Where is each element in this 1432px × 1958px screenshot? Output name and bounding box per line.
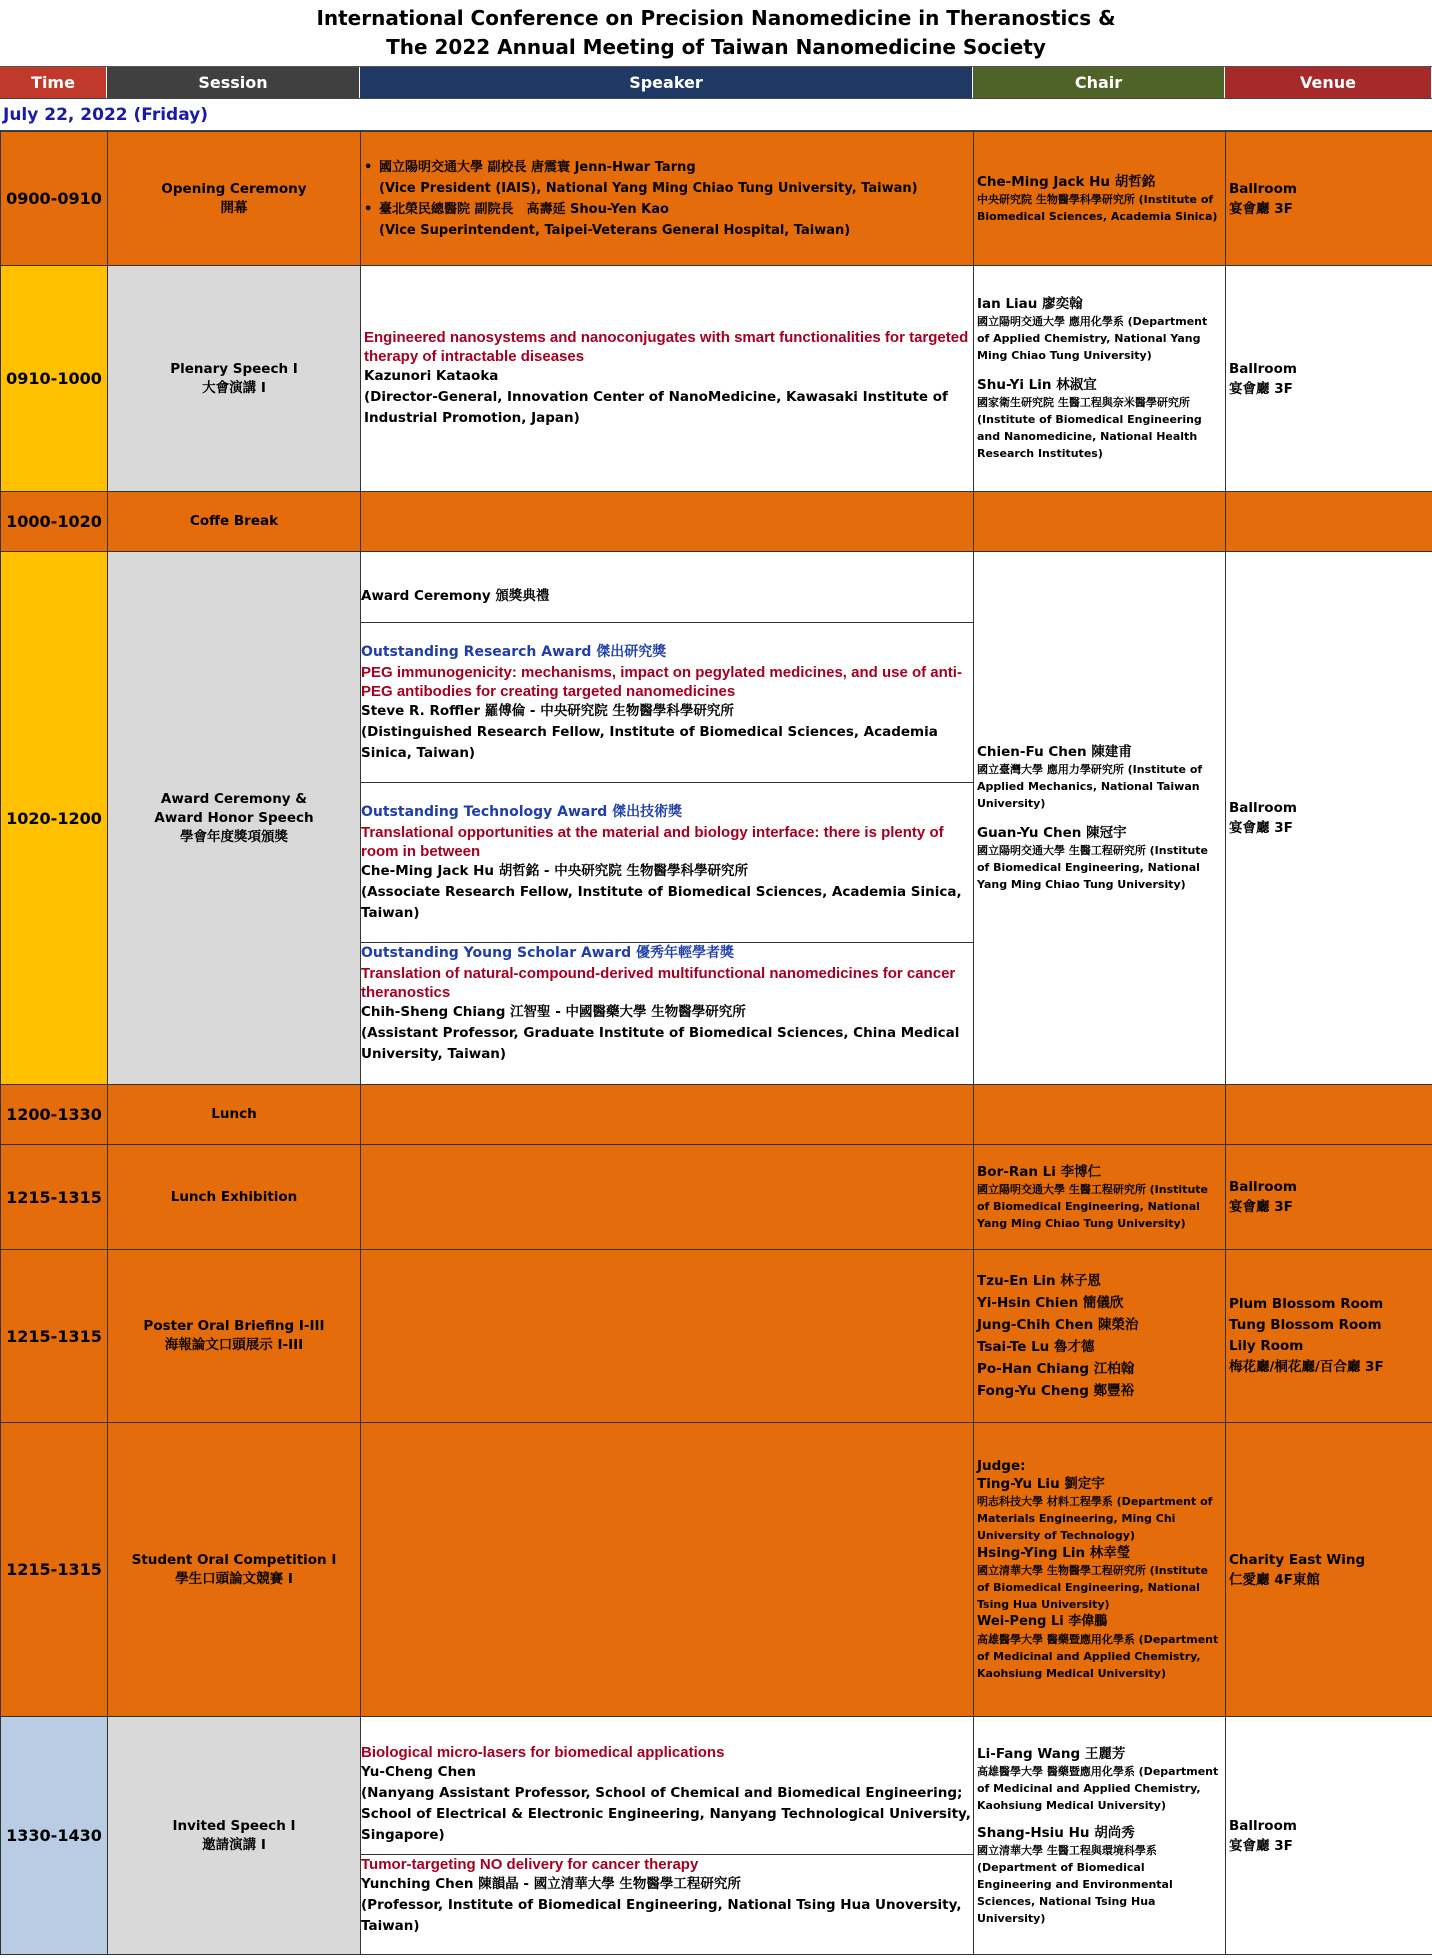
- header-venue: Venue: [1225, 67, 1432, 98]
- speaker-affiliation: (Director-General, Innovation Center of NanoMedicine, Kawasaki Institute of Industrial Promotion, Japan): [364, 389, 948, 426]
- judge-label: Judge:: [977, 1458, 1026, 1474]
- judge-name: Hsing-Ying Lin 林幸瑩: [977, 1545, 1131, 1561]
- row-student-oral: [1, 1423, 1432, 1717]
- chair-cell: [974, 132, 1226, 266]
- session-title: Plenary Speech I: [170, 360, 298, 377]
- session-subtitle: 邀請演講 I: [202, 1836, 266, 1853]
- time-cell: 1215-1315: [1, 1145, 108, 1250]
- speaker-name: Kazunori Kataoka: [364, 368, 499, 384]
- chair-cell: [974, 1145, 1226, 1250]
- judge-name: Wei-Peng Li 李偉鵬: [977, 1614, 1108, 1629]
- time-cell: 0910-1000: [1, 266, 108, 492]
- venue-name: Ballroom: [1229, 360, 1297, 377]
- venue-cell: [1226, 266, 1432, 492]
- session-cell: Lunch: [108, 1085, 361, 1145]
- chair-affiliation: 國立臺灣大學 應用力學研究所 (Institute of Applied Mechanics, National Taiwan University): [977, 763, 1203, 810]
- venue-cell: [1226, 1250, 1432, 1423]
- venue-floor: 宴會廳 3F: [1229, 200, 1293, 217]
- header-chair: Chair: [973, 67, 1225, 98]
- row-coffee-break: [1, 492, 1432, 552]
- title-line-1: International Conference on Precision Nanomedicine in Theranostics &: [316, 6, 1116, 30]
- award-list: [361, 571, 973, 1066]
- chair-cell: [974, 266, 1226, 492]
- talk-title: Engineered nanosystems and nanoconjugates with smart functionalities for targeted therapy of intractable diseases: [364, 329, 969, 365]
- invited-item: [361, 1734, 973, 1854]
- venue-floor: 仁愛廳 4F東館: [1229, 1571, 1320, 1588]
- award-item: [361, 623, 973, 783]
- row-opening: [1, 132, 1432, 266]
- row-invited-speech: [1, 1717, 1432, 1955]
- chair-name: Po-Han Chiang 江柏翰: [977, 1361, 1135, 1377]
- chair-name: Tzu-En Lin 林子恩: [977, 1273, 1101, 1289]
- chair-cell: [974, 1250, 1226, 1423]
- speaker-name: Yunching Chen 陳韻晶 - 國立清華大學 生物醫學工程研究所: [361, 1875, 741, 1892]
- invited-list: [361, 1734, 973, 1937]
- chair-name: Jung-Chih Chen 陳榮治: [977, 1317, 1139, 1333]
- session-cell: [108, 552, 361, 1085]
- session-subtitle: 學生口頭論文競賽 I: [175, 1570, 293, 1587]
- venue-name: Ballroom: [1229, 1179, 1297, 1195]
- title-line-2: The 2022 Annual Meeting of Taiwan Nanomedicine Society: [386, 35, 1046, 59]
- speaker-affiliation: (Vice President (IAIS), National Yang Ming Chiao Tung University, Taiwan): [379, 180, 918, 196]
- award-ceremony-label: Award Ceremony 頒獎典禮: [361, 571, 973, 623]
- speaker-cell: [361, 1423, 974, 1717]
- row-lunch: [1, 1085, 1432, 1145]
- venue-cell: [1226, 1085, 1432, 1145]
- speaker-item: • 國立陽明交通大學 副校長 唐震寰 Jenn-Hwar Tarng: [364, 157, 970, 178]
- venue-cell: [1226, 1717, 1432, 1955]
- session-subtitle: 學會年度獎項頒獎: [180, 828, 288, 845]
- chair-name: Chien-Fu Chen 陳建甫: [977, 744, 1132, 760]
- chair-affiliation: 高雄醫學大學 醫藥暨應用化學系 (Department of Medicinal and Applied Chemistry, Kaohsiung Medical University): [977, 1764, 1219, 1812]
- chair-affiliation: 國家衛生研究院 生醫工程與奈米醫學研究所 (Institute of Biomedical Engineering and Nanomedicine, National Health Research Institutes): [977, 396, 1202, 460]
- award-label: Outstanding Research Award 傑出研究獎: [361, 643, 667, 660]
- chair-cell: [974, 1085, 1226, 1145]
- chair-name: Shu-Yi Lin 林淑宜: [977, 377, 1097, 393]
- chair-name: Yi-Hsin Chien 簡儀欣: [977, 1295, 1124, 1311]
- session-title: Student Oral Competition I: [131, 1551, 337, 1568]
- speaker-item: • 臺北榮民總醫院 副院長 高壽延 Shou-Yen Kao: [364, 199, 970, 220]
- speaker-affiliation: (Associate Research Fellow, Institute of Biomedical Sciences, Academia Sinica, Taiwan): [361, 883, 962, 921]
- session-cell: [108, 1423, 361, 1717]
- speaker-cell: [361, 552, 974, 1085]
- venue-name: Ballroom: [1229, 180, 1297, 197]
- venue-floor: 宴會廳 3F: [1229, 380, 1293, 397]
- date-row: July 22, 2022 (Friday): [0, 98, 1432, 131]
- session-title: Poster Oral Briefing I-III: [143, 1318, 325, 1334]
- venue-name: Ballroom: [1229, 1817, 1297, 1834]
- venue-cell: [1226, 1145, 1432, 1250]
- talk-title: Biological micro-lasers for biomedical applications: [361, 1743, 725, 1761]
- session-title-2: Award Honor Speech: [154, 809, 314, 826]
- speaker-affiliation: (Professor, Institute of Biomedical Engineering, National Tsing Hua Unoversity, Taiwan): [361, 1896, 962, 1934]
- chair-name: Bor-Ran Li 李博仁: [977, 1163, 1102, 1180]
- chair-name: Li-Fang Wang 王麗芳: [977, 1745, 1126, 1762]
- speaker-affiliation: (Nanyang Assistant Professor, School of Chemical and Biomedical Engineering; School of Electrical & Electronic Engineering, Nanyang Technological University, Singapore): [361, 1784, 971, 1843]
- judge-affiliation: 高雄醫學大學 醫藥暨應用化學系 (Department of Medicinal and Applied Chemistry, Kaohsiung Medical University): [977, 1633, 1219, 1680]
- time-cell: 1020-1200: [1, 552, 108, 1085]
- speaker-cell: [361, 132, 974, 266]
- header-session: Session: [107, 67, 360, 98]
- speaker-cell: [361, 1717, 974, 1955]
- time-cell: 1215-1315: [1, 1423, 108, 1717]
- speaker-cell: [361, 266, 974, 492]
- judge-name: Ting-Yu Liu 劉定宇: [977, 1476, 1105, 1492]
- award-label: Outstanding Young Scholar Award 優秀年輕學者獎: [361, 945, 734, 962]
- chair-name: Ian Liau 廖奕翰: [977, 296, 1083, 312]
- talk-title: Translational opportunities at the material and biology interface: there is plenty of room in between: [361, 823, 944, 860]
- header-time: Time: [0, 67, 107, 98]
- session-cell: [108, 132, 361, 266]
- venue-cell: [1226, 492, 1432, 552]
- speaker-cell: [361, 1250, 974, 1423]
- speaker-name: Yu-Cheng Chen: [361, 1763, 476, 1780]
- talk-title: PEG immunogenicity: mechanisms, impact on pegylated medicines, and use of anti-PEG antibodies for creating targeted nanomedicines: [361, 663, 962, 700]
- speaker-name: Chih-Sheng Chiang 江智聖 - 中國醫藥大學 生物醫學研究所: [361, 1004, 746, 1021]
- session-subtitle: 大會演講 I: [202, 379, 266, 396]
- award-item: [361, 783, 973, 943]
- speaker-affiliation: (Vice Superintendent, Taipei-Veterans General Hospital, Taiwan): [379, 222, 851, 238]
- chair-affiliation: 國立清華大學 生醫工程與環境科學系 (Department of Biomedical Engineering and Environmental Sciences, National Tsing Hua University): [977, 1843, 1173, 1925]
- venue-cell: [1226, 1423, 1432, 1717]
- session-title: Award Ceremony &: [160, 790, 308, 807]
- row-award-ceremony: [1, 552, 1432, 1085]
- venue-name: Lily Room: [1229, 1338, 1304, 1354]
- time-cell: 1330-1430: [1, 1717, 108, 1955]
- session-subtitle: 海報論文口頭展示 I-III: [164, 1337, 304, 1353]
- time-cell: 0900-0910: [1, 132, 108, 266]
- speaker-cell: [361, 492, 974, 552]
- speaker-cell: [361, 1145, 974, 1250]
- venue-name: Ballroom: [1229, 800, 1297, 816]
- session-cell: Lunch Exhibition: [108, 1145, 361, 1250]
- venue-floor: 宴會廳 3F: [1229, 820, 1293, 836]
- time-cell: 1000-1020: [1, 492, 108, 552]
- chair-cell: [974, 1423, 1226, 1717]
- row-lunch-exhibition: [1, 1145, 1432, 1250]
- schedule-table: [0, 131, 1432, 1955]
- judge-affiliation: 國立清華大學 生物醫學工程研究所 (Institute of Biomedical Engineering, National Tsing Hua University): [977, 1564, 1208, 1611]
- venue-name: Tung Blossom Room: [1229, 1317, 1382, 1333]
- speaker-name: Steve R. Roffler 羅傅倫 - 中央研究院 生物醫學科學研究所: [361, 702, 734, 719]
- award-item: [361, 943, 973, 1066]
- speaker-cell: [361, 1085, 974, 1145]
- chair-name: Tsai-Te Lu 魯才德: [977, 1339, 1095, 1355]
- session-title: Opening Ceremony: [161, 180, 307, 197]
- venue-name: Charity East Wing: [1229, 1551, 1366, 1568]
- chair-name: Fong-Yu Cheng 鄭豐裕: [977, 1383, 1135, 1399]
- session-cell: [108, 1717, 361, 1955]
- judge-affiliation: 明志科技大學 材料工程學系 (Department of Materials Engineering, Ming Chi University of Technology): [977, 1495, 1213, 1542]
- speaker-name: 國立陽明交通大學 副校長 唐震寰 Jenn-Hwar Tarng: [379, 159, 696, 175]
- speaker-name: Che-Ming Jack Hu 胡哲銘 - 中央研究院 生物醫學科學研究所: [361, 862, 748, 879]
- chair-affiliation: 中央研究院 生物醫學科學研究所 (Institute of Biomedical Sciences, Academia Sinica): [977, 192, 1218, 223]
- session-title: Invited Speech I: [172, 1817, 296, 1834]
- chair-cell: [974, 552, 1226, 1085]
- speaker-name: 臺北榮民總醫院 副院長 高壽延 Shou-Yen Kao: [379, 201, 669, 217]
- venue-name: Plum Blossom Room: [1229, 1296, 1384, 1312]
- session-subtitle: 開幕: [220, 199, 248, 216]
- session-cell: [108, 266, 361, 492]
- venue-floor: 梅花廳/桐花廳/百合廳 3F: [1229, 1359, 1384, 1375]
- time-cell: 1200-1330: [1, 1085, 108, 1145]
- chair-name: Shang-Hsiu Hu 胡尚秀: [977, 1824, 1135, 1841]
- chair-name: Guan-Yu Chen 陳冠宇: [977, 825, 1127, 841]
- chair-cell: [974, 1717, 1226, 1955]
- row-plenary: [1, 266, 1432, 492]
- chair-affiliation: 國立陽明交通大學 生醫工程研究所 (Institute of Biomedical Engineering, National Yang Ming Chiao Tung University): [977, 1182, 1208, 1230]
- session-cell: Coffe Break: [108, 492, 361, 552]
- chair-affiliation: 國立陽明交通大學 生醫工程研究所 (Institute of Biomedical Engineering, National Yang Ming Chiao Tung University): [977, 844, 1208, 891]
- time-cell: 1215-1315: [1, 1250, 108, 1423]
- chair-name: Che-Ming Jack Hu 胡哲銘: [977, 173, 1156, 190]
- chair-affiliation: 國立陽明交通大學 應用化學系 (Department of Applied Chemistry, National Yang Ming Chiao Tung University): [977, 315, 1208, 362]
- header-speaker: Speaker: [360, 67, 973, 98]
- speaker-affiliation: (Assistant Professor, Graduate Institute of Biomedical Sciences, China Medical University, Taiwan): [361, 1025, 960, 1063]
- talk-title: Tumor-targeting NO delivery for cancer therapy: [361, 1855, 699, 1873]
- chair-cell: [974, 492, 1226, 552]
- venue-floor: 宴會廳 3F: [1229, 1199, 1293, 1215]
- row-poster-briefing: [1, 1250, 1432, 1423]
- venue-cell: [1226, 552, 1432, 1085]
- talk-title: Translation of natural-compound-derived multifunctional nanomedicines for cancer theranostics: [361, 965, 956, 1002]
- award-label: Outstanding Technology Award 傑出技術獎: [361, 803, 683, 820]
- session-cell: [108, 1250, 361, 1423]
- invited-item: [361, 1854, 973, 1937]
- speaker-affiliation: (Distinguished Research Fellow, Institute of Biomedical Sciences, Academia Sinica, Taiwan): [361, 723, 938, 761]
- venue-cell: [1226, 132, 1432, 266]
- conference-title: [0, 0, 1432, 67]
- venue-floor: 宴會廳 3F: [1229, 1837, 1293, 1854]
